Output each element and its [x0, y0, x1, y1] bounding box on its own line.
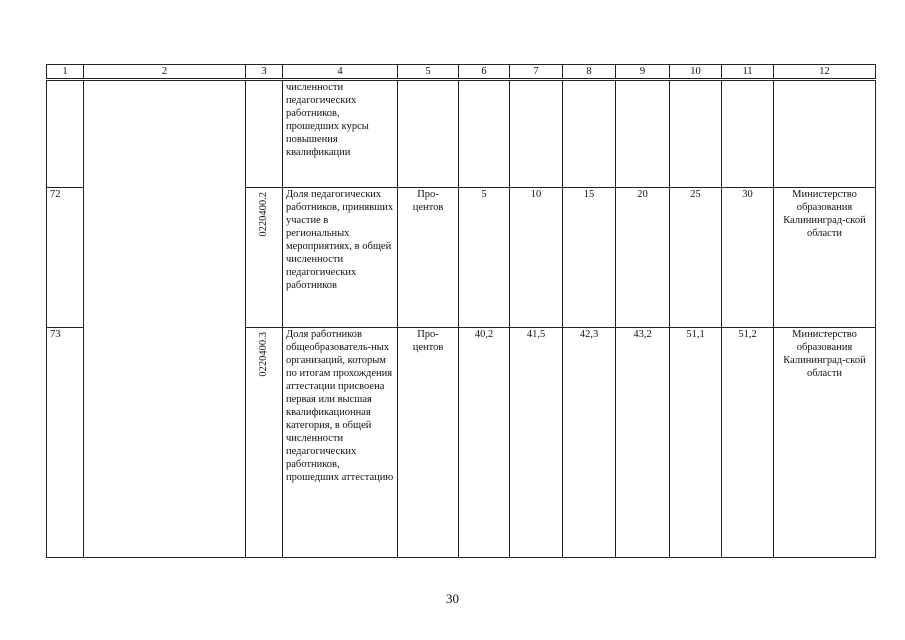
- header-cell: 7: [510, 65, 563, 80]
- unit-cell: Про- центов: [398, 328, 459, 558]
- responsible-org: Министерство образования Калининград-ской области: [774, 188, 876, 328]
- indicator-code: [246, 328, 283, 558]
- value-cell: [722, 80, 774, 188]
- value-cell: 42,3: [563, 328, 616, 558]
- row-number: [47, 80, 84, 188]
- value-cell: 30: [722, 188, 774, 328]
- value-cell: 40,2: [459, 328, 510, 558]
- indicator-name: численности педагогических работников, прошедших курсы повышения квалификации: [283, 80, 398, 188]
- value-cell: 51,1: [670, 328, 722, 558]
- indicator-code-text: 0220400.3: [258, 332, 269, 377]
- value-cell: 15: [563, 188, 616, 328]
- page-number: 30: [446, 591, 459, 606]
- header-cell: 3: [246, 65, 283, 80]
- row-number: 72: [47, 188, 84, 328]
- header-cell: 9: [616, 65, 670, 80]
- responsible-org: Министерство образования Калининград-ской области: [774, 328, 876, 558]
- indicator-code: [246, 80, 283, 188]
- value-cell: 25: [670, 188, 722, 328]
- value-cell: 20: [616, 188, 670, 328]
- value-cell: 41,5: [510, 328, 563, 558]
- table-row: [47, 80, 876, 188]
- indicator-code-text: 0220400.2: [258, 192, 269, 237]
- responsible-org: [774, 80, 876, 188]
- header-cell: 4: [283, 65, 398, 80]
- header-cell: 5: [398, 65, 459, 80]
- value-cell: [616, 80, 670, 188]
- indicators-table: [46, 64, 876, 558]
- value-cell: 51,2: [722, 328, 774, 558]
- section-cell: [84, 80, 246, 558]
- header-cell: 6: [459, 65, 510, 80]
- indicator-name: Доля педагогических работников, принявших участие в региональных мероприятиях, в общей численности педагогических работников: [283, 188, 398, 328]
- indicator-name: Доля работников общеобразователь-ных организаций, которым по итогам прохождения аттестации присвоена первая или высшая квалификационная категория, в общей численности педагогических работников, прошедших аттестацию: [283, 328, 398, 558]
- header-cell: 2: [84, 65, 246, 80]
- table-header-row: [47, 65, 876, 80]
- value-cell: 43,2: [616, 328, 670, 558]
- header-cell: 8: [563, 65, 616, 80]
- value-cell: [670, 80, 722, 188]
- unit-cell: Про- центов: [398, 188, 459, 328]
- header-cell: 10: [670, 65, 722, 80]
- value-cell: 10: [510, 188, 563, 328]
- header-cell: 11: [722, 65, 774, 80]
- unit-cell: [398, 80, 459, 188]
- header-cell: 1: [47, 65, 84, 80]
- indicator-code: [246, 188, 283, 328]
- value-cell: [459, 80, 510, 188]
- value-cell: [563, 80, 616, 188]
- row-number: 73: [47, 328, 84, 558]
- header-cell: 12: [774, 65, 876, 80]
- value-cell: 5: [459, 188, 510, 328]
- value-cell: [510, 80, 563, 188]
